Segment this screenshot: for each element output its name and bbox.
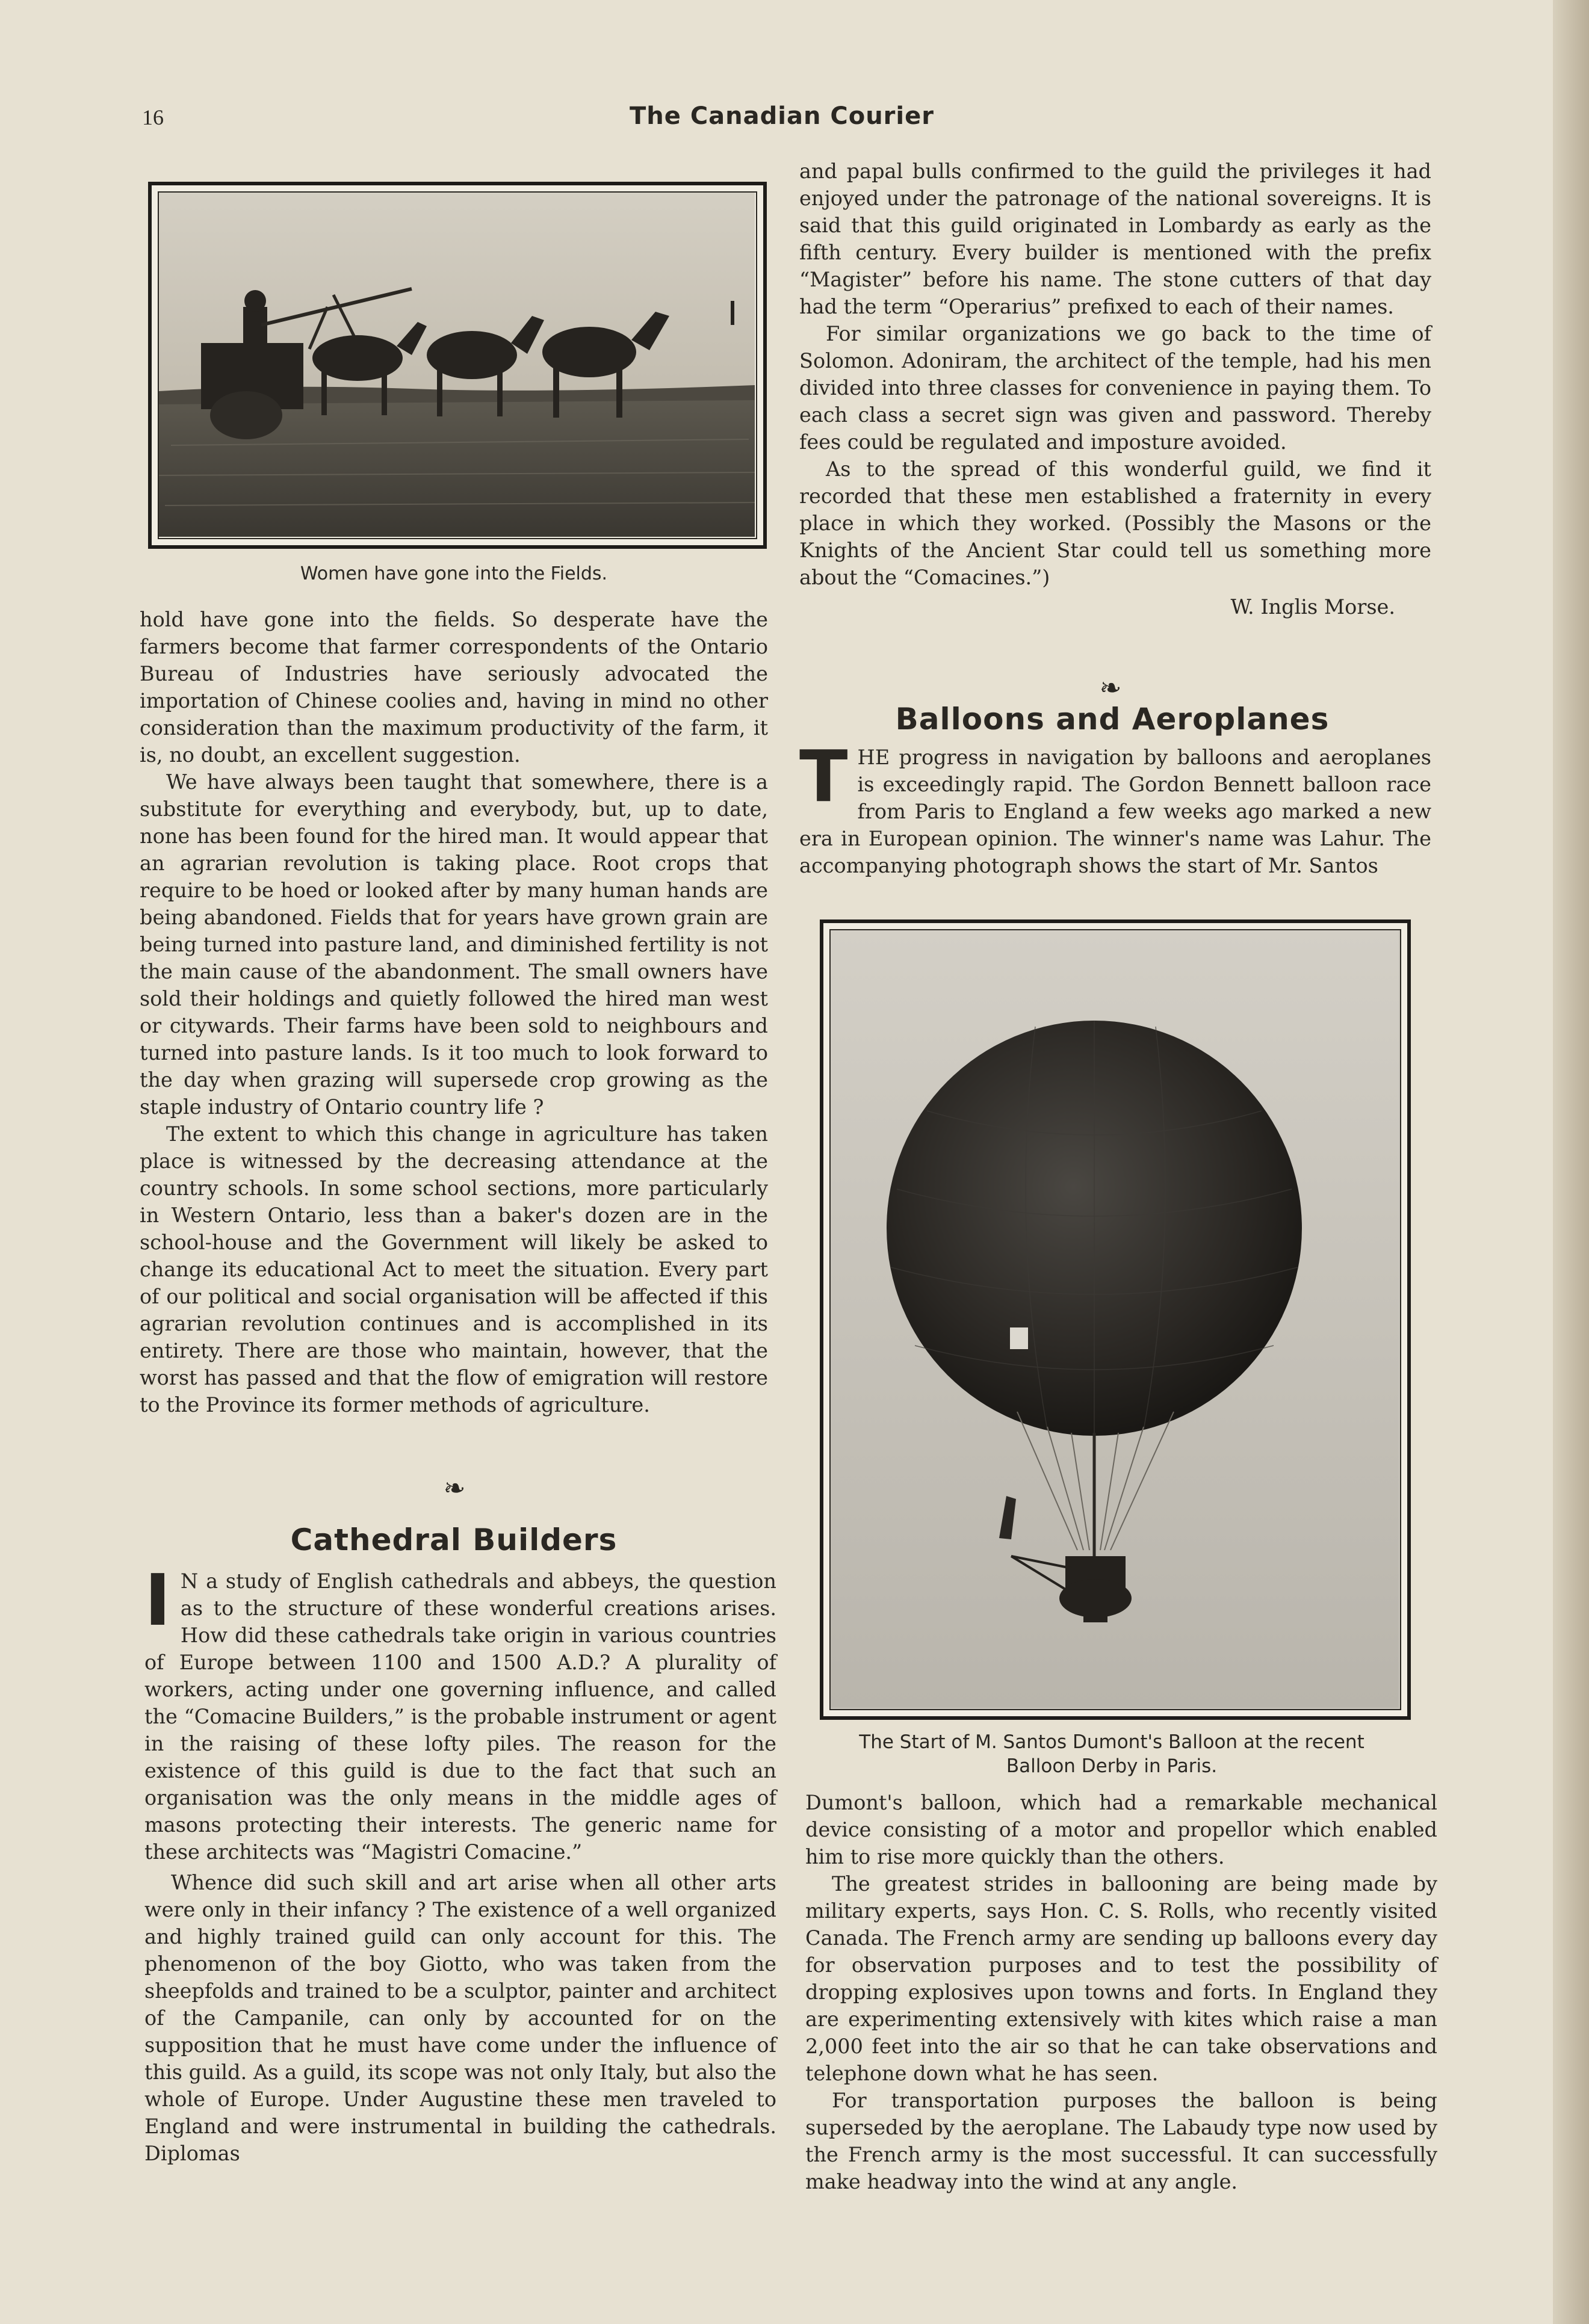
paragraph: For similar organizations we go back to the time of Solomon. Adoniram, the architect of the temple, had his men divided into three classes for convenience in paying them. To each class a secret sign was given and password. Thereby fees could be regulated and imposture avoided.: [799, 322, 1431, 454]
paragraph: hold have gone into the fields. So desperate have the farmers become that farmer correspondents of the Ontario Bureau of Industries have seriously advocated the importation of Chinese coolies and, having in mind no other consideration than the maximum productivity of the farm, it is, no doubt, an excellent suggestion.: [140, 608, 768, 767]
drop-cap-rest: HE: [857, 746, 890, 769]
masthead-title: The Canadian Courier: [630, 102, 934, 130]
cathedral-builders-text: [144, 1559, 776, 2167]
paragraph: [144, 1559, 776, 1865]
balloon-illustration: [831, 930, 1399, 1708]
balloon-photo: [820, 919, 1411, 1720]
paragraph: [799, 735, 1431, 879]
paragraph: The extent to which this change in agriculture has taken place is witnessed by the decreasing attendance at the country schools. In some school sections, more particularly in Western Ontario, less than a baker's dozen are in the school-house and the Government will likely be asked to change its educational Act to meet the situation. Every part of our political and social organisation will be affected if this agrarian revolution continues and is accomplished in its entirety. There are those who maintain, however, that the worst has passed and that the flow of emigration will restore to the Province its former methods of agriculture.: [140, 1122, 768, 1417]
paragraph: As to the spread of this wonderful guild, we find it recorded that these men established a fraternity in every place in which they worked. (Possibly the Masons or the Knights of the Ancient Star could tell us something more about the “Comacines.”): [799, 457, 1431, 589]
harvest-photo-image: [158, 191, 757, 539]
page-header: [142, 102, 1418, 138]
balloons-intro-text: [799, 735, 1431, 879]
section-ornament: ❧: [1099, 673, 1122, 703]
section-ornament: ❧: [443, 1473, 466, 1504]
cathedral-builders-title: Cathedral Builders: [290, 1522, 618, 1557]
cathedral-builders-continued: [799, 158, 1431, 620]
author-signature: W. Inglis Morse.: [1230, 595, 1395, 619]
page-number: 16: [142, 105, 164, 129]
balloons-text: [805, 1789, 1437, 2195]
harvest-photo-caption: Women have gone into the Fields.: [300, 563, 608, 584]
paragraph: The greatest strides in ballooning are being made by military experts, says Hon. C. S. Rolls, who recently visited Canada. The French army are sending up balloons every day for observation purposes and to test the possibility of dropping explosives upon towns and forts. In England they are experimenting extensively with kites which raise a man 2,000 feet into the air so that he can take observations and telephone down what he has seen.: [805, 1872, 1437, 2085]
balloon-photo-image: [829, 929, 1401, 1710]
balloon-photo-caption: [813, 1730, 1411, 1778]
caption-line: Balloon Derby in Paris.: [1006, 1755, 1218, 1777]
drop-cap: T: [799, 735, 848, 818]
paragraph-text: progress in navigation by balloons and aeroplanes is exceedingly rapid. The Gordon Bennett balloon race from Paris to England a few weeks ago marked a new era in European opinion. The winner's name was Lahur. The accompanying photograph shows the start of Mr. Santos: [799, 746, 1431, 877]
paragraph: For transportation purposes the balloon is being superseded by the aeroplane. The Labaudy type now used by the French army is the most successful. It can successfully make headway into the wind at any angle.: [805, 2089, 1437, 2193]
drop-cap: I: [144, 1559, 171, 1642]
balloons-aeroplanes-title: Balloons and Aeroplanes: [895, 702, 1330, 737]
paragraph-text: N a study of English cathedrals and abbeys, the question as to the structure of these wonderful creations arises. How did these cathedrals take origin in various countries of Europe between 1100 and 1500 A.D.? A plurality of workers, acting under one governing influence, and called the “Comacine Builders,” is the probable instrument or agent in the raising of these lofty piles. The reason for the existence of this guild is due to the fact that such an organisation was the only means in the middle ages of masons protecting their interests. The generic name for these architects was “Magistri Comacine.”: [144, 1569, 776, 1864]
page-edge: [1553, 0, 1589, 2324]
harvest-photo: [148, 182, 767, 549]
harvest-illustration: [159, 193, 755, 537]
paragraph: and papal bulls confirmed to the guild the privileges it had enjoyed under the patronage of the national sovereigns. It is said that this guild originated in Lombardy as early as the fifth century. Every builder is mentioned with the prefix “Magister” before his name. The stone cutters of that day had the term “Operarius” prefixed to each of their names.: [799, 159, 1431, 318]
caption-line: The Start of M. Santos Dumont's Balloon at the recent: [859, 1731, 1364, 1753]
left-column-text: [140, 606, 768, 1418]
paragraph: Dumont's balloon, which had a remarkable mechanical device consisting of a motor and propellor which enabled him to rise more quickly than the others.: [805, 1791, 1437, 1868]
paragraph: Whence did such skill and art arise when all other arts were only in their infancy ? The existence of a well organized and highly trained guild can only account for this. The phenomenon of the boy Giotto, who was taken from the sheepfolds and trained to be a sculptor, painter and architect of the Campanile, can only by accounted for on the supposition that he must have come under the influence of this guild. As a guild, its scope was not only Italy, but also the whole of Europe. Under Augustine these men traveled to England and were instrumental in building the cathedrals. Diplomas: [144, 1871, 776, 2165]
paragraph: We have always been taught that somewhere, there is a substitute for everything and everybody, but, up to date, none has been found for the hired man. It would appear that an agrarian revolution is taking place. Root crops that require to be hoed or looked after by many human hands are being abandoned. Fields that for years have grown grain are being turned into pasture land, and diminished fertility is not the main cause of the abandonment. The small owners have sold their holdings and quietly followed the hired man west or citywards. Their farms have been sold to neighbours and turned into pasture lands. Is it too much to look forward to the day when grazing will supersede crop growing as the staple industry of Ontario country life ?: [140, 770, 768, 1119]
